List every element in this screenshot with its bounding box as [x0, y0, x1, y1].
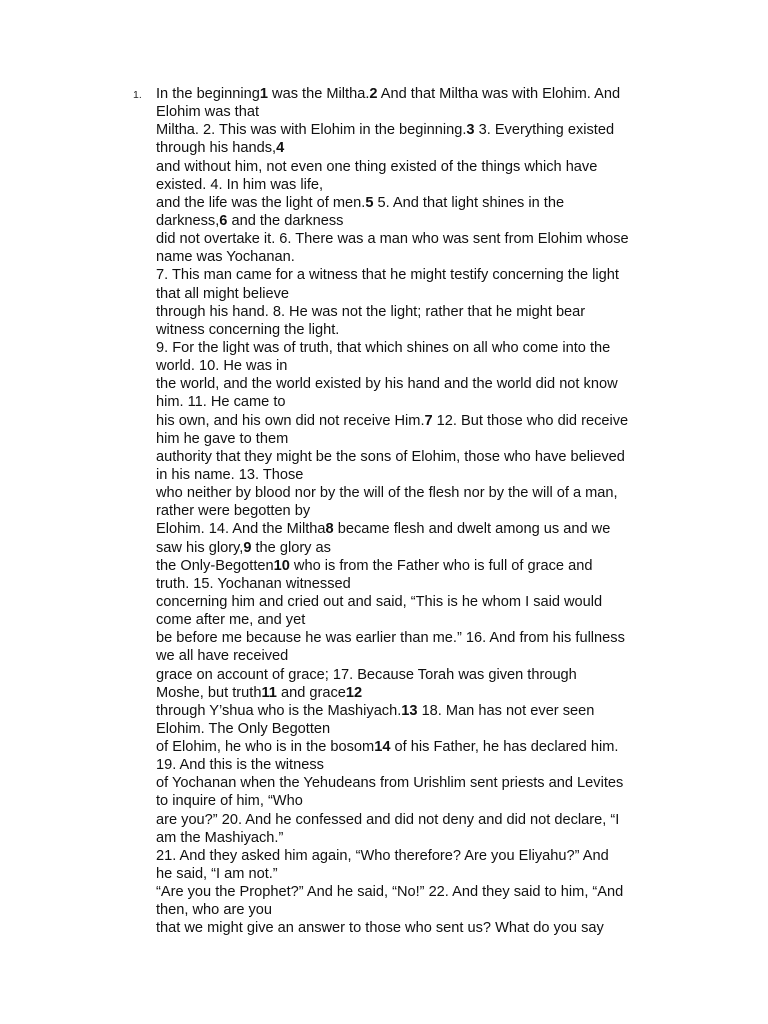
text-line — [156, 702, 656, 720]
footnote-marker: 6 — [219, 212, 228, 229]
text-line — [156, 466, 656, 484]
text-segment: be before me because he was earlier than me.” 16. And from his fullness — [156, 630, 625, 647]
text-segment: and grace — [276, 684, 346, 701]
text-line — [156, 883, 656, 901]
text-line — [156, 357, 656, 375]
footnote-marker: 3 — [466, 122, 475, 139]
text-line — [156, 847, 656, 865]
text-segment: was the Miltha. — [268, 86, 370, 102]
text-segment: saw his glory, — [156, 539, 244, 556]
text-segment: In the beginning — [156, 86, 260, 102]
text-line — [156, 248, 656, 266]
text-segment: 5. And that light shines in the — [373, 194, 565, 211]
text-segment: Elohim was that — [156, 104, 260, 121]
text-segment: Elohim. 14. And the Miltha — [156, 521, 326, 538]
text-line — [156, 484, 656, 502]
text-line — [156, 321, 656, 339]
text-line — [156, 738, 656, 756]
text-line — [156, 212, 656, 230]
text-segment: rather were begotten by — [156, 503, 311, 520]
text-segment: 12. But those who did receive — [432, 412, 629, 429]
text-segment: Moshe, but truth — [156, 684, 262, 701]
text-line — [156, 720, 656, 738]
text-segment: “Are you the Prophet?” And he said, “No!” 22. And they said to him, “And — [156, 884, 624, 901]
footnote-marker: 11 — [261, 684, 277, 701]
text-segment: the world, and the world existed by his hand and the world did not know — [156, 376, 618, 393]
text-line — [156, 647, 656, 665]
text-line — [156, 792, 656, 810]
footnote-marker: 4 — [276, 140, 285, 157]
footnote-marker: 9 — [243, 539, 252, 556]
text-segment: the Only-Begotten — [156, 557, 274, 574]
text-line — [156, 865, 656, 883]
footnote-marker: 8 — [325, 521, 334, 538]
text-segment: and the darkness — [227, 212, 344, 229]
text-line — [156, 176, 656, 194]
text-line — [156, 539, 656, 557]
text-line — [156, 774, 656, 792]
text-line — [156, 448, 656, 466]
text-line — [156, 303, 656, 321]
text-segment: concerning him and cried out and said, “This is he whom I said would — [156, 593, 603, 610]
text-line — [156, 139, 656, 157]
text-segment: of his Father, he has declared him. — [390, 739, 619, 756]
text-line — [156, 121, 656, 139]
text-line — [156, 756, 656, 774]
text-segment: authority that they might be the sons of Elohim, those who have believed — [156, 448, 625, 465]
text-line — [156, 611, 656, 629]
text-segment: world. 10. He was in — [156, 358, 288, 375]
text-segment: existed. 4. In him was life, — [156, 176, 324, 193]
text-line — [156, 393, 656, 411]
text-line — [156, 666, 656, 684]
text-line — [156, 194, 656, 212]
text-segment: darkness, — [156, 212, 220, 229]
text-line — [156, 285, 656, 303]
text-line — [156, 158, 656, 176]
text-segment: of Yochanan when the Yehudeans from Urishlim sent priests and Levites — [156, 775, 624, 792]
text-segment: of Elohim, he who is in the bosom — [156, 739, 375, 756]
text-segment: and the life was the light of men. — [156, 194, 366, 211]
text-line — [156, 811, 656, 829]
text-segment: And that Miltha was with Elohim. And — [377, 86, 621, 102]
text-segment: through Y’shua who is the Mashiyach. — [156, 702, 402, 719]
text-segment: the glory as — [251, 539, 331, 556]
text-segment: became flesh and dwelt among us and we — [333, 521, 611, 538]
footnote-marker: 13 — [401, 702, 418, 719]
footnote-marker: 2 — [369, 86, 378, 102]
text-line — [156, 520, 656, 538]
text-segment: witness concerning the light. — [156, 321, 340, 338]
text-segment: that we might give an answer to those who sent us? What do you say — [156, 920, 604, 937]
text-line — [156, 684, 656, 702]
list-number: 1. — [133, 89, 142, 101]
text-segment: who neither by blood nor by the will of the flesh nor by the will of a man, — [156, 485, 618, 502]
text-line — [156, 575, 656, 593]
text-segment: Miltha. 2. This was with Elohim in the beginning. — [156, 122, 467, 139]
text-segment: come after me, and yet — [156, 612, 306, 629]
text-segment: through his hands, — [156, 140, 277, 157]
text-segment: are you?” 20. And he confessed and did not deny and did not declare, “I — [156, 811, 620, 828]
text-line — [156, 829, 656, 847]
text-line — [156, 919, 656, 937]
text-segment: through his hand. 8. He was not the light; rather that he might bear — [156, 303, 586, 320]
text-segment: 9. For the light was of truth, that which shines on all who come into the — [156, 339, 611, 356]
text-segment: him. 11. He came to — [156, 394, 286, 411]
text-line — [156, 375, 656, 393]
text-line — [156, 593, 656, 611]
text-segment: truth. 15. Yochanan witnessed — [156, 575, 351, 592]
text-segment: his own, and his own did not receive Him. — [156, 412, 425, 429]
text-segment: we all have received — [156, 648, 289, 665]
text-segment: in his name. 13. Those — [156, 466, 304, 483]
text-segment: 18. Man has not ever seen — [417, 702, 595, 719]
text-segment: 3. Everything existed — [474, 122, 615, 139]
text-segment: Elohim. The Only Begotten — [156, 720, 331, 737]
text-segment: did not overtake it. 6. There was a man who was sent from Elohim whose — [156, 231, 629, 248]
text-segment: that all might believe — [156, 285, 290, 302]
footnote-marker: 1 — [259, 86, 268, 102]
text-segment: him he gave to them — [156, 430, 289, 447]
text-segment: he said, “I am not.” — [156, 866, 278, 883]
footnote-marker: 14 — [374, 739, 391, 756]
text-line — [156, 103, 656, 121]
footnote-marker: 12 — [345, 684, 363, 701]
text-line — [156, 557, 656, 575]
text-segment: am the Mashiyach.” — [156, 829, 284, 846]
text-segment: then, who are you — [156, 902, 273, 919]
text-segment: 7. This man came for a witness that he might testify concerning the light — [156, 267, 619, 284]
text-segment: name was Yochanan. — [156, 249, 295, 266]
text-line — [156, 85, 656, 103]
text-line — [156, 266, 656, 284]
text-line — [156, 412, 656, 430]
text-segment: and without him, not even one thing existed of the things which have — [156, 158, 598, 175]
text-line — [156, 430, 656, 448]
scripture-text-block — [156, 85, 656, 938]
text-line — [156, 339, 656, 357]
text-segment: to inquire of him, “Who — [156, 793, 303, 810]
footnote-marker: 10 — [273, 557, 290, 574]
text-line — [156, 901, 656, 919]
footnote-marker: 5 — [365, 194, 374, 211]
text-segment: who is from the Father who is full of grace and — [289, 557, 593, 574]
text-segment: grace on account of grace; 17. Because Torah was given through — [156, 666, 577, 683]
text-line — [156, 230, 656, 248]
text-line — [156, 502, 656, 520]
text-segment: 21. And they asked him again, “Who therefore? Are you Eliyahu?” And — [156, 847, 609, 864]
text-segment: 19. And this is the witness — [156, 757, 324, 774]
text-line — [156, 629, 656, 647]
footnote-marker: 7 — [424, 412, 433, 429]
